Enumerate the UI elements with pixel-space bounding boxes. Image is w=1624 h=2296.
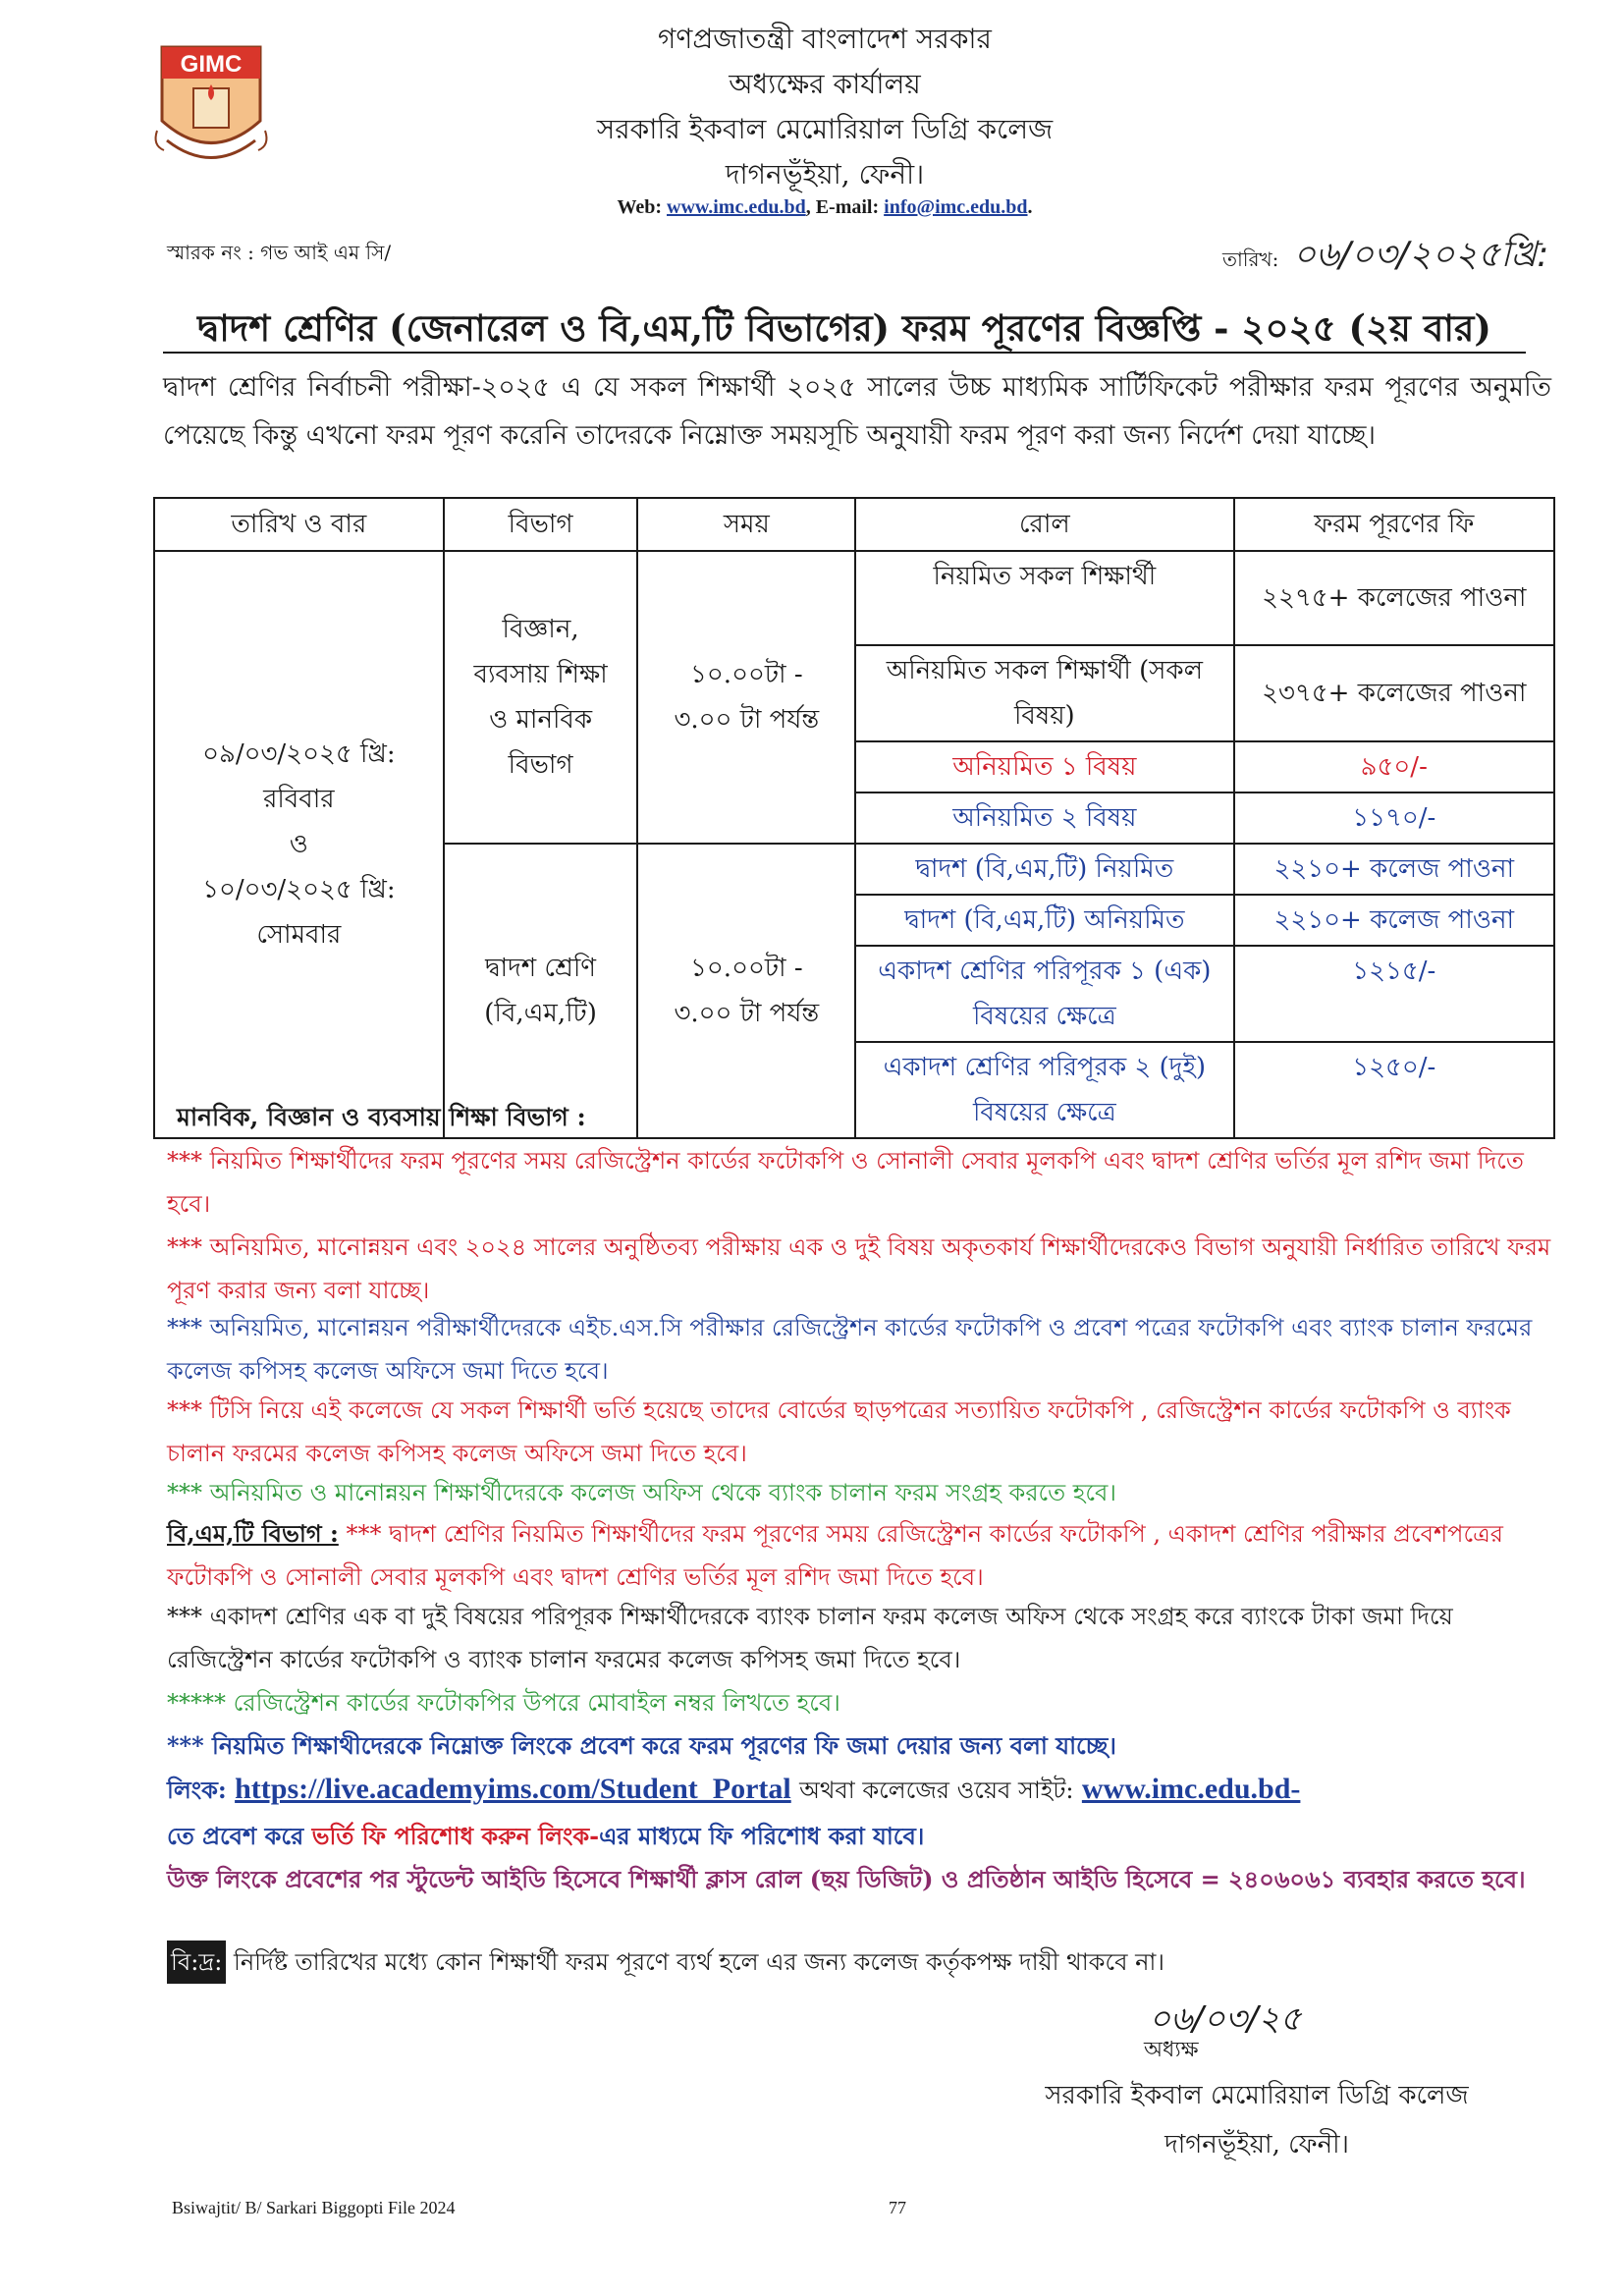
footer-file-ref: Bsiwajtit/ B/ Sarkari Biggopti File 2024 [172,2198,456,2217]
fee-cell: ১২৫০/- [1234,1042,1554,1138]
dept1-line-2: ব্যবসায় শিক্ষা [473,660,608,689]
date-value: ০৬/০৩/২০২৫খ্রি: [1292,235,1549,275]
college-logo [142,27,280,185]
note-2 [167,1226,1561,1312]
dept2-line-2: (বি,এম,টি) [484,999,597,1028]
note-8-text: ***** রেজিস্ট্রেশন কার্ডের ফটোকপির উপরে মোবাইল নম্বর লিখতে হবে। [167,1689,840,1717]
email-link[interactable]: info@imc.edu.bd [884,196,1028,218]
web-link[interactable]: www.imc.edu.bd [667,196,806,218]
date-line-3: ও [289,830,308,859]
fee-cell: ২২১০+ কলেজ পাওনা [1234,895,1554,946]
roll-cell: দ্বাদশ (বি,এম,টি) নিয়মিত [855,844,1233,895]
dept-bmt [444,844,638,1138]
roll-cell: অনিয়মিত সকল শিক্ষার্থী (সকল বিষয়) [855,645,1233,741]
time-bmt [637,844,855,1138]
nb-label: বি:দ্র: [167,1941,226,1984]
id-instruction [167,1858,1561,1901]
fee-cell: ১১৭০/- [1234,793,1554,844]
fee-cell: ২২১০+ কলেজ পাওনা [1234,844,1554,895]
note-3 [167,1306,1561,1393]
id-instruction-text: উক্ত লিংকে প্রবেশের পর স্টুডেন্ট আইডি হিসেবে শিক্ষার্থী ক্লাস রোল (ছয় ডিজিট) ও প্রতিষ্ঠান আইডি হিসেবে = ২৪০৬০৬১ ব্যবহার করতে হবে। [167,1865,1526,1893]
handwritten-signature: ০৬/০৩/২৫ [1149,1999,1302,2039]
signature-title: অধ্যক্ষ [1144,2038,1199,2062]
date-line-2: রবিবার [263,785,335,814]
note-4-text: *** টিসি নিয়ে এই কলেজে যে সকল শিক্ষার্থী ভর্তি হয়েছে তাদের বোর্ডের ছাড়পত্রের সত্যায়িত ফটোকপি , রেজিস্ট্রেশন কার্ডের ফটোকপি ও ব্যাংক চালান ফরমের কলেজ কপিসহ কলেজ অফিসে জমা দিতে হবে। [167,1396,1511,1467]
date-line-4: ১০/০৩/২০২৫ খ্রি: [202,875,396,904]
time2-line-1: ১০.০০টা - [690,954,803,983]
fee-cell: ২৩৭৫+ কলেজের পাওনা [1234,645,1554,741]
date-line-5: সোমবার [256,920,342,950]
note-3-text: *** অনিয়মিত, মানোন্নয়ন পরীক্ষার্থীদেরকে এইচ.এস.সি পরীক্ষার রেজিস্ট্রেশন কার্ডের ফটোকপি ও প্রবেশ পত্রের ফটোকপি এবং ব্যাংক চালান ফরমের কলেজ কপিসহ কলেজ অফিসে জমা দিতে হবে। [167,1314,1533,1385]
note-1-text: *** নিয়মিত শিক্ষার্থীদের ফরম পূরণের সময় রেজিস্ট্রেশন কার্ডের ফটোকপি ও সোনালী সেবার মূলকপি এবং দ্বাদশ শ্রেণির ভর্তির মূল রশিদ জমা দিতে হবে। [167,1147,1524,1218]
fee-cell: ২২৭৫+ কলেজের পাওনা [1234,551,1554,645]
note-bmt [167,1512,1561,1599]
memo-number: স্মারক নং : গভ আই এম সি/ [167,241,392,264]
note-6-text: *** দ্বাদশ শ্রেণির নিয়মিত শিক্ষার্থীদের ফরম পূরণের সময় রেজিস্ট্রেশন কার্ডের ফটোকপি , একাদশ শ্রেণির পরীক্ষার প্রবেশপত্রের ফটোকপি ও সোনালী সেবার মূলকপি এবং দ্বাদশ শ্রেণির ভর্তির মূল রশিদ জমা দিতে হবে। [167,1520,1503,1591]
header-line-1: গণপ্রজাতন্ত্রী বাংলাদেশ সরকার [658,23,992,55]
roll-cell: একাদশ শ্রেণির পরিপূরক ১ (এক) বিষয়ের ক্ষেত্রে [855,946,1233,1042]
date-line-1: ০৯/০৩/২০২৫ খ্রি: [202,739,396,769]
roll-cell: দ্বাদশ (বি,এম,টি) অনিয়মিত [855,895,1233,946]
dept1-line-4: বিভাগ [508,750,573,780]
time1-line-1: ১০.০০টা - [690,660,803,689]
header-line-4: দাগনভূঁইয়া, ফেনী। [725,158,925,191]
header-department: বিভাগ [444,498,638,551]
note-1 [167,1139,1561,1226]
portal-link[interactable]: https://live.academyims.com/Student_Portal [235,1773,791,1805]
link-line2-c: এর মাধ্যমে ফি পরিশোধ করা যাবে। [599,1822,925,1850]
note-5 [167,1471,1561,1514]
web-label: Web: [617,196,662,218]
time-general [637,551,855,844]
note-7 [167,1595,1561,1681]
notice-title: দ্বাদশ শ্রেণির (জেনারেল ও বি,এম,টি বিভাগের) ফরম পূরণের বিজ্ঞপ্তি - ২০২৫ (২য় বার) [197,306,1491,350]
dept1-line-3: ও মানবিক [489,705,593,735]
link-line-2 [167,1815,1561,1858]
link-line2-a: তে প্রবেশ করে [167,1822,304,1850]
header-line-3: সরকারি ইকবাল মেমোরিয়াল ডিগ্রি কলেজ [596,113,1054,145]
roll-cell: অনিয়মিত ১ বিষয় [855,741,1233,793]
fee-cell: ১২১৫/- [1234,946,1554,1042]
footer-page-number: 77 [889,2198,906,2217]
time1-line-2: ৩.০০ টা পর্যন্ত [674,705,820,735]
table-row [154,551,1554,645]
date-label: তারিখ: [1222,247,1279,271]
email-label: , E-mail: [805,196,880,218]
note-2-text: *** অনিয়মিত, মানোন্নয়ন এবং ২০২৪ সালের অনুষ্ঠিতব্য পরীক্ষায় এক ও দুই বিষয় অকৃতকার্য শিক্ষার্থীদেরকেও বিভাগ অনুযায়ী নির্ধারিত তারিখে ফরম পূরণ করার জন্য বলা যাচ্ছে। [167,1233,1551,1304]
signature-college: সরকারি ইকবাল মেমোরিয়াল ডিগ্রি কলেজ [1045,2081,1469,2110]
nb-line [167,1941,1561,1984]
fee-cell: ৯৫০/- [1234,741,1554,793]
link-line2-b: ভর্তি ফি পরিশোধ করুন লিংক- [311,1822,600,1850]
link-label: লিংক: [167,1776,227,1804]
note-4 [167,1389,1561,1475]
title-underline [163,352,1526,354]
logo-text: GIMC [180,51,243,78]
header-time: সময় [637,498,855,551]
link-or-text: অথবা কলেজের ওয়েব সাইট: [799,1777,1074,1804]
date-block [1222,228,1548,287]
link-line [167,1768,1561,1812]
dept2-line-1: দ্বাদশ শ্রেণি [485,954,597,983]
signature-place: দাগনভূঁইয়া, ফেনী। [1164,2130,1349,2159]
header-fee: ফরম পূরণের ফি [1234,498,1554,551]
nb-text: নির্দিষ্ট তারিখের মধ্যে কোন শিক্ষার্থী ফরম পূরণে ব্যর্থ হলে এর জন্য কলেজ কর্তৃকপক্ষ দায়ী থাকবে না। [233,1948,1164,1976]
schedule-table [153,497,1555,1139]
note-7-text: *** একাদশ শ্রেণির এক বা দুই বিষয়ের পরিপূরক শিক্ষার্থীদেরকে ব্যাংক চালান ফরম কলেজ অফিস থেকে সংগ্রহ করে ব্যাংকে টাকা জমা দিয়ে রেজিস্ট্রেশন কার্ডের ফটোকপি ও ব্যাংক চালান ফরমের কলেজ কপিসহ জমা দিতে হবে। [167,1603,1453,1673]
dept-general [444,551,638,844]
time2-line-2: ৩.০০ টা পর্যন্ত [674,999,820,1028]
section-general-heading: মানবিক, বিজ্ঞান ও ব্যবসায় শিক্ষা বিভাগ : [177,1103,586,1131]
email-end: . [1027,196,1033,218]
roll-cell: একাদশ শ্রেণির পরিপূরক ২ (দুই) বিষয়ের ক্ষেত্রে [855,1042,1233,1138]
header-roll: রোল [855,498,1233,551]
date-cell [154,551,444,1138]
dept1-line-1: বিজ্ঞান, [502,615,579,644]
note-9 [167,1724,1561,1768]
header-line-2: অধ্যক্ষের কার্যালয় [729,68,921,100]
note-5-text: *** অনিয়মিত ও মানোন্নয়ন শিক্ষার্থীদেরকে কলেজ অফিস থেকে ব্যাংক চালান ফরম সংগ্রহ করতে হবে। [167,1479,1117,1506]
table-header-row [154,498,1554,551]
intro-paragraph: দ্বাদশ শ্রেণির নির্বাচনী পরীক্ষা-২০২৫ এ যে সকল শিক্ষার্থী ২০২৫ সালের উচ্চ মাধ্যমিক সার্টিফিকেট পরীক্ষার ফরম পূরণের অনুমতি পেয়েছে কিন্তু এখনো ফরম পূরণ করেনি তাদেরকে নিম্নোক্ত সময়সূচি অনুযায়ী ফরম পূরণ করা জন্য নির্দেশ দেয়া যাচ্ছে। [163,372,1551,451]
bmt-label: বি,এম,টি বিভাগ : [167,1519,339,1548]
roll-cell: অনিয়মিত ২ বিষয় [855,793,1233,844]
contact-line [550,196,1100,219]
college-site-link[interactable]: www.imc.edu.bd- [1081,1773,1301,1805]
note-9-text: *** নিয়মিত শিক্ষাথীদেরকে নিম্নোক্ত লিংকে প্রবেশ করে ফরম পূরণের ফি জমা দেয়ার জন্য বলা যাচ্ছে। [167,1731,1116,1760]
note-8 [167,1681,1561,1724]
roll-cell: নিয়মিত সকল শিক্ষার্থী [855,551,1233,645]
header-date: তারিখ ও বার [154,498,444,551]
